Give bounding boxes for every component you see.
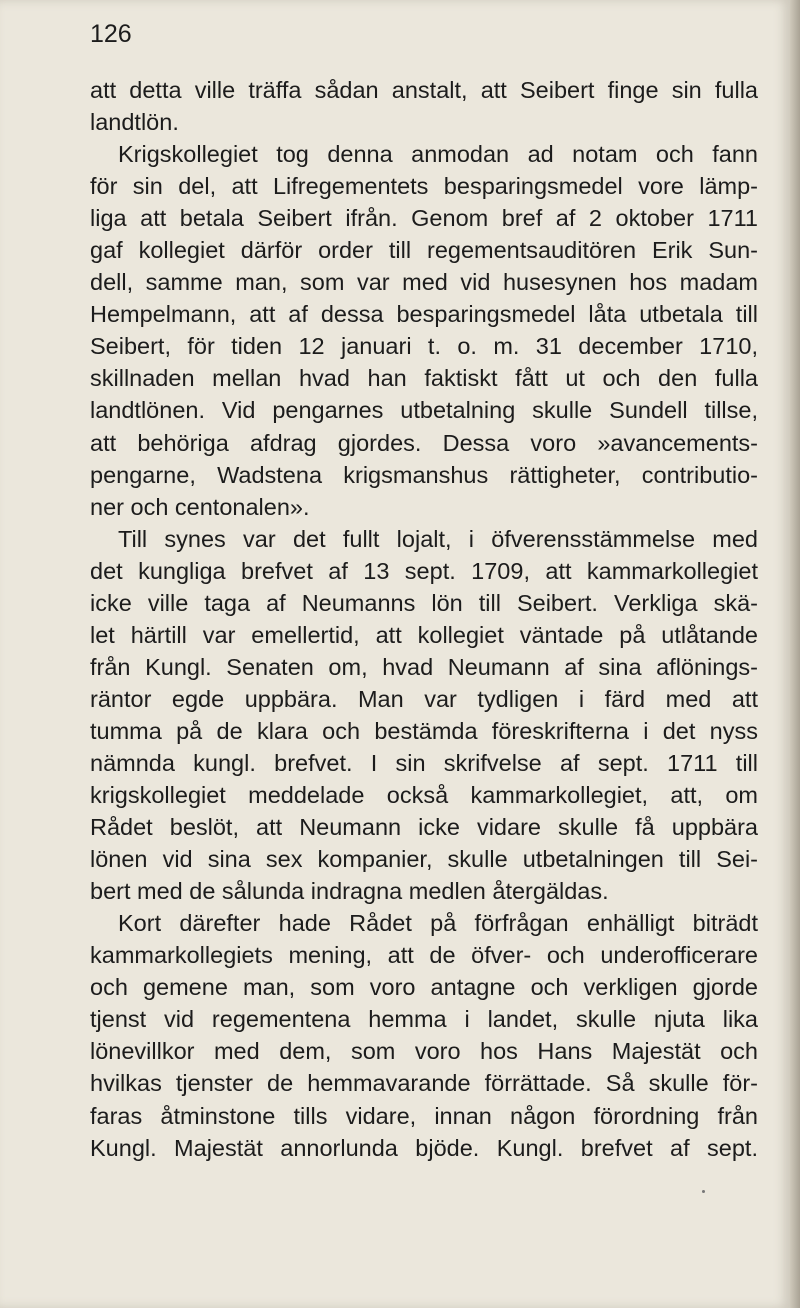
- text-line: att detta ville träffa sådan anstalt, att Seibert finge sin fulla: [90, 77, 758, 103]
- text-line: att behöriga afdrag gjordes. Dessa voro »avancements-: [90, 429, 758, 456]
- text-line: Krigskollegiet tog denna anmodan ad notam och fann: [118, 141, 758, 168]
- page-number: 126: [90, 20, 132, 48]
- text-line: lönen vid sina sex kompanier, skulle utbetalningen till Sei-: [90, 846, 758, 873]
- paper-speck: [702, 1190, 705, 1193]
- page-edge: [790, 0, 800, 1308]
- text-line: kammarkollegiets mening, att de öfver- och underofficerare: [90, 942, 758, 969]
- text-line: let härtill var emellertid, att kollegiet väntade på utlåtande: [90, 621, 758, 648]
- text-line: pengarne, Wadstena krigsmanshus rättigheter, contributio-: [90, 461, 758, 488]
- text-line: hvilkas tjenster de hemmavarande förrättade. Så skulle för-: [90, 1070, 758, 1097]
- text-line: det kungliga brefvet af 13 sept. 1709, att kammarkollegiet: [90, 557, 758, 584]
- text-line: och gemene man, som voro antagne och verkligen gjorde: [90, 974, 758, 1001]
- text-line: Hempelmann, att af dessa besparingsmedel låta utbetala till: [90, 301, 758, 328]
- text-line: Rådet beslöt, att Neumann icke vidare skulle få uppbära: [90, 814, 758, 841]
- text-line: Kort därefter hade Rådet på förfrågan enhälligt biträdt: [118, 910, 758, 937]
- text-line: landtlönen. Vid pengarnes utbetalning skulle Sundell tillse,: [90, 397, 758, 424]
- text-line: liga att betala Seibert ifrån. Genom bref af 2 oktober 1711: [90, 205, 758, 232]
- text-line: skillnaden mellan hvad han faktiskt fått ut och den fulla: [90, 365, 758, 392]
- text-line: Seibert, för tiden 12 januari t. o. m. 31 december 1710,: [90, 333, 758, 360]
- text-line: tumma på de klara och bestämda föreskrifterna i det nyss: [90, 717, 758, 744]
- body-text: [90, 74, 758, 1164]
- text-line: för sin del, att Lifregementets besparingsmedel vore lämp-: [90, 173, 758, 200]
- text-line: räntor egde uppbära. Man var tydligen i färd med att: [90, 685, 758, 712]
- text-line: faras åtminstone tills vidare, innan någon förordning från: [90, 1102, 758, 1129]
- text-line: landtlön.: [90, 109, 179, 136]
- text-line: ner och centonalen».: [90, 493, 310, 520]
- text-line: icke ville taga af Neumanns lön till Seibert. Verkliga skä-: [90, 589, 758, 616]
- text-line: lönevillkor med dem, som voro hos Hans Majestät och: [90, 1038, 758, 1065]
- text-line: gaf kollegiet därför order till regementsauditören Erik Sun-: [90, 237, 758, 264]
- text-line: nämnda kungl. brefvet. I sin skrifvelse af sept. 1711 till: [90, 749, 758, 776]
- text-line: dell, samme man, som var med vid husesynen hos madam: [90, 269, 758, 296]
- text-line: Kungl. Majestät annorlunda bjöde. Kungl. brefvet af sept.: [90, 1134, 758, 1161]
- text-line: bert med de sålunda indragna medlen återgäldas.: [90, 878, 609, 905]
- text-line: tjenst vid regementena hemma i landet, skulle njuta lika: [90, 1006, 758, 1033]
- text-line: krigskollegiet meddelade också kammarkollegiet, att, om: [90, 782, 758, 809]
- text-line: från Kungl. Senaten om, hvad Neumann af sina aflönings-: [90, 653, 758, 680]
- text-line: Till synes var det fullt lojalt, i öfverensstämmelse med: [118, 525, 758, 552]
